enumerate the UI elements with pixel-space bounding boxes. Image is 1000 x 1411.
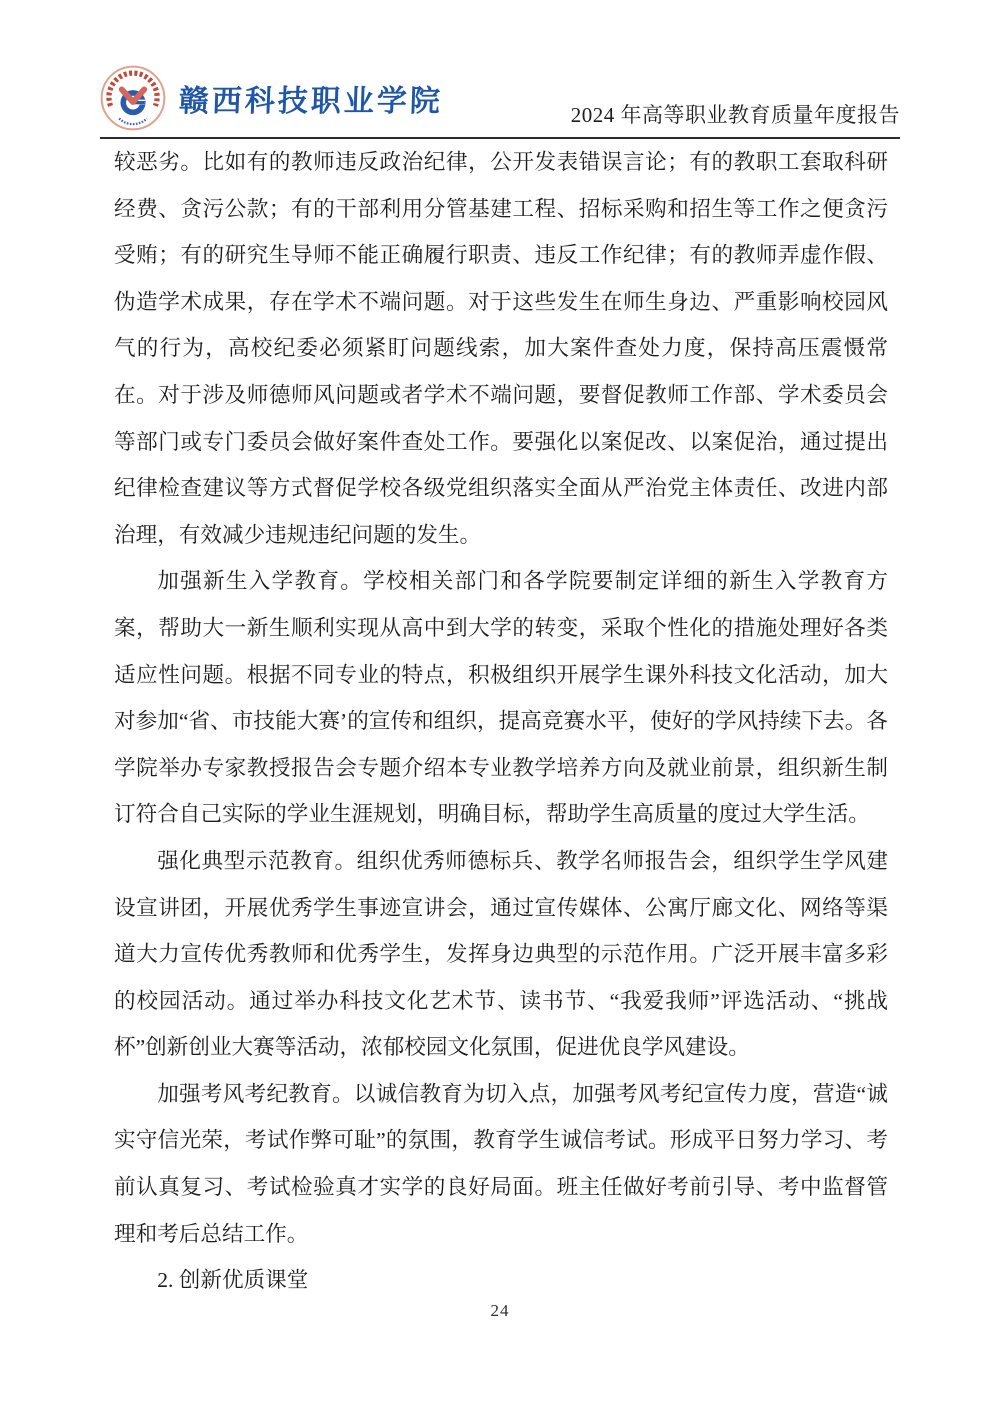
- page-number: 24: [490, 1301, 510, 1320]
- school-name: 赣西科技职业学院: [178, 84, 444, 118]
- body-paragraph: 加强新生入学教育。学校相关部门和各学院要制定详细的新生入学教育方案，帮助大一新生顺利实现从高中到大学的转变，采取个性化的措施处理好各类适应性问题。根据不同专业的特点，积极组织开展学生课外科技文化活动，加大对参加“省、市技能大赛’的宣传和组织，提高竞赛水平，使好的学风持续下去。各学院举办专家教授报告会专题介绍本专业教学培养方向及就业前景，组织新生制订符合自己实际的学业生涯规划，明确目标，帮助学生高质量的度过大学生活。: [114, 569, 888, 827]
- section-heading: 2. 创新优质课堂: [157, 1268, 309, 1293]
- page-header: [100, 58, 900, 139]
- body-paragraph: 较恶劣。比如有的教师违反政治纪律，公开发表错误言论；有的教职工套取科研经费、贪污公款；有的干部利用分管基建工程、招标采购和招生等工作之便贪污受贿；有的研究生导师不能正确履行职责、违反工作纪律；有的教师弄虚作假、伪造学术成果，存在学术不端问题。对于这些发生在师生身边、严重影响校园风气的行为，高校纪委必须紧盯问题线索，加大案件查处力度，保持高压震慑常在。对于涉及师德师风问题或者学术不端问题，要督促教师工作部、学术委员会等部门或专门委员会做好案件查处工作。要强化以案促改、以案促治，通过提出纪律检查建议等方式督促学校各级党组织落实全面从严治党主体责任、改进内部治理，有效减少违规违纪问题的发生。: [114, 150, 888, 547]
- school-brand: [100, 58, 443, 137]
- school-logo-icon: [100, 65, 166, 131]
- body-paragraph: 强化典型示范教育。组织优秀师德标兵、教学名师报告会，组织学生学风建设宣讲团，开展优秀学生事迹宣讲会，通过宣传媒体、公寓厅廊文化、网络等渠道大力宣传优秀教师和优秀学生，发挥身边典型的示范作用。广泛开展丰富多彩的校园活动。通过举办科技文化艺术节、读书节、“我爱我师”评选活动、“挑战杯”创新创业大赛等活动，浓郁校园文化氛围，促进优良学风建设。: [114, 848, 888, 1060]
- body-paragraph: 加强考风考纪教育。以诚信教育为切入点，加强考风考纪宣传力度，营造“诚实守信光荣，考试作弊可耻”的氛围，教育学生诚信考试。形成平日努力学习、考前认真复习、考试检验真才实学的良好局面。班主任做好考前引导、考中监督管理和考后总结工作。: [114, 1081, 888, 1246]
- document-body: [114, 139, 888, 1304]
- report-title: 2024 年高等职业教育质量年度报告: [570, 103, 900, 127]
